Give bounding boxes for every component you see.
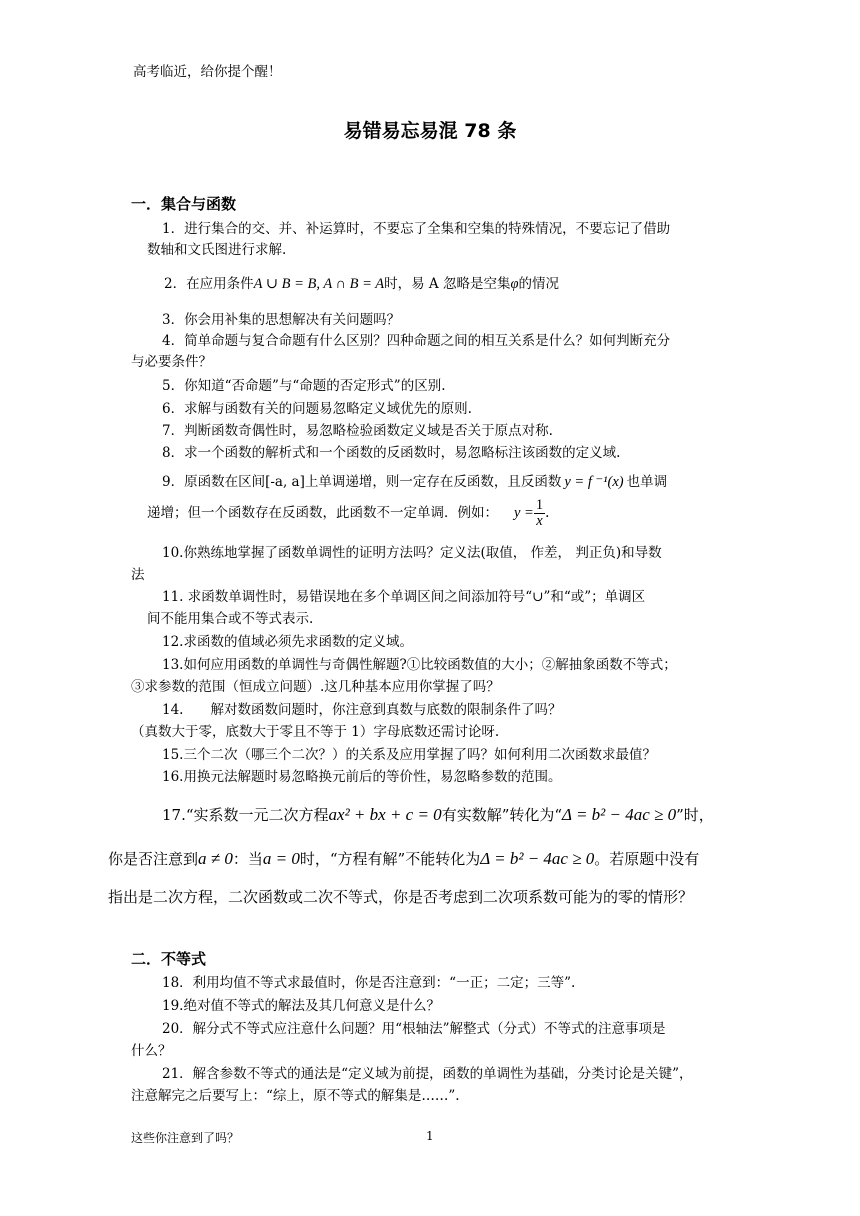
item-1-line-2: 数轴和文氏图进行求解. [147, 242, 287, 258]
item-17b-text-mid2: 时，“方程有解”不能转化为 [299, 850, 481, 868]
item-21-line-1: 21．解含参数不等式的通法是“定义域为前提，函数的单调性为基础，分类讨论是关键”， [162, 1066, 693, 1082]
item-5: 5．你知道“否命题”与“命题的否定形式”的区别. [162, 378, 446, 394]
item-9-inverse-function: y = f ⁻¹(x) [564, 474, 624, 490]
item-17-line-2 [108, 847, 699, 871]
item-19: 19.绝对值不等式的解法及其几何意义是什么？ [162, 998, 440, 1014]
item-9b-fraction [534, 498, 545, 529]
item-9-text-pre: 9．原函数在区间[-a, a]上单调递增，则一定存在反函数，且反函数 [162, 474, 562, 490]
item-13-line-2: ③求参数的范围（恒成立问题）.这几种基本应用你掌握了吗？ [131, 679, 500, 695]
document-title: 易错易忘易混 78 条 [343, 120, 517, 142]
section-heading-inequalities: 二．不等式 [131, 950, 207, 968]
item-4-line-2: 与必要条件？ [131, 354, 212, 370]
item-9b-text-post: . [545, 505, 550, 521]
item-17b-a-nonzero: a ≠ 0 [198, 849, 233, 868]
item-16: 16.用换元法解题时易忽略换元前后的等价性，易忽略参数的范围。 [162, 769, 562, 785]
item-12: 12.求函数的值域必须先求函数的定义域。 [162, 634, 413, 650]
item-2-text-pre: 2．在应用条件 [164, 276, 254, 292]
item-17-quadratic-equation: ax² + bx + c = 0 [328, 805, 442, 824]
fraction-numerator: 1 [535, 497, 544, 513]
item-17-line-1 [162, 803, 714, 827]
item-17b-text-post: 。若原题中没有 [594, 850, 700, 868]
item-9-text-post: 也单调 [626, 474, 668, 490]
item-21-line-2: 注意解完之后要写上：“综上，原不等式的解集是……”. [131, 1088, 460, 1104]
item-9-line-2 [147, 493, 549, 533]
item-8: 8．求一个函数的解析式和一个函数的反函数时，易忽略标注该函数的定义域. [162, 445, 621, 461]
item-2-text-mid: 时，易 A 忽略是空集 [384, 276, 511, 292]
item-2-set-condition: A ∪ B = B, A ∩ B = A [253, 276, 385, 292]
section-heading-sets-functions: 一．集合与函数 [131, 195, 237, 213]
item-2 [164, 274, 559, 295]
item-17b-text-pre: 你是否注意到 [108, 850, 199, 868]
header-reminder: 高考临近，给你提个醒！ [133, 64, 282, 80]
item-17-line-3: 指出是二次方程，二次函数或二次不等式，你是否考虑到二次项系数可能为的零的情形？ [108, 888, 694, 906]
item-4-line-1: 4．简单命题与复合命题有什么区别？四种命题之间的相互关系是什么？如何判断充分 [162, 333, 671, 349]
item-17b-a-zero: a = 0 [262, 849, 300, 868]
item-9-line-1 [162, 472, 667, 493]
item-17-text-pre: 17.“实系数一元二次方程 [162, 806, 329, 824]
item-6: 6．求解与函数有关的问题易忽略定义域优先的原则. [162, 401, 472, 417]
item-10-line-1: 10.你熟练地掌握了函数单调性的证明方法吗？定义法(取值， 作差， 判正负)和导数 [162, 545, 662, 561]
item-3: 3．你会用补集的思想解决有关问题吗？ [162, 312, 401, 328]
item-14-line-2: （真数大于零，底数大于零且不等于 1）字母底数还需讨论呀. [131, 724, 500, 740]
item-2-empty-set-symbol: φ [510, 276, 519, 292]
page-number: 1 [426, 1129, 434, 1143]
item-7: 7．判断函数奇偶性时，易忽略检验函数定义域是否关于原点对称. [162, 423, 553, 439]
item-11-line-2: 间不能用集合或不等式表示. [147, 611, 314, 627]
footer-note: 这些你注意到了吗？ [131, 1131, 240, 1145]
item-17-text-post: ”时， [676, 806, 714, 824]
item-11-line-1: 11. 求函数单调性时，易错误地在多个单调区间之间添加符号“∪”和“或”；单调区 [162, 589, 646, 605]
fraction-denominator: x [536, 513, 543, 529]
item-2-text-post: 的情况 [518, 276, 560, 292]
item-20-line-2: 什么？ [131, 1043, 172, 1059]
item-10-line-2: 法 [131, 567, 145, 583]
item-14-line-1: 14. 解对数函数问题时，你注意到真数与底数的限制条件了吗？ [162, 702, 562, 718]
item-9b-text-pre: 递增；但一个函数存在反函数，此函数不一定单调．例如： [147, 505, 498, 521]
item-15: 15.三个二次（哪三个二次？）的关系及应用掌握了吗？如何利用二次函数求最值？ [162, 747, 656, 763]
item-13-line-1: 13.如何应用函数的单调性与奇偶性解题?①比较函数值的大小；②解抽象函数不等式； [162, 657, 677, 673]
item-20-line-1: 20．解分式不等式应注意什么问题？用“根轴法”解整式（分式）不等式的注意事项是 [162, 1021, 666, 1037]
item-17b-discriminant: Δ = b² − 4ac ≥ 0 [480, 849, 595, 868]
item-9b-y-equals: y = [514, 505, 534, 521]
item-17b-text-mid1: ：当 [232, 850, 263, 868]
item-1-line-1: 1．进行集合的交、并、补运算时，不要忘了全集和空集的特殊情况，不要忘记了借助 [162, 221, 671, 237]
item-17-text-mid: 有实数解”转化为“ [441, 806, 563, 824]
item-18: 18．利用均值不等式求最值时，你是否注意到：“一正；二定；三等”. [162, 975, 576, 991]
item-17-discriminant: Δ = b² − 4ac ≥ 0 [562, 805, 677, 824]
